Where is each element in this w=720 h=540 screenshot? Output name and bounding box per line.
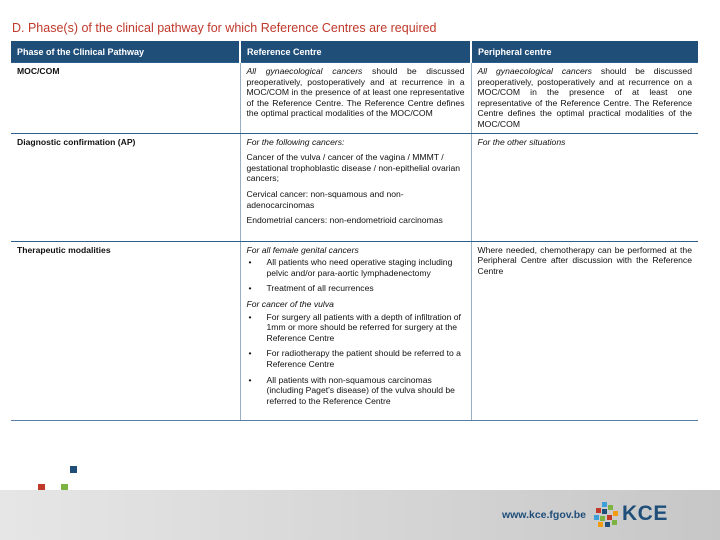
kce-mosaic-icon [594,502,620,528]
header-reference-centre: Reference Centre [240,41,471,63]
table-header-row [11,41,698,63]
moc-peripheral-text: All gynaecological cancers should be discussed preoperatively, postoperatively and at recurrence on a MOC/COM in the presence of at least one representative of the Reference Centre. The Reference Centre defines the optimal practical modalities of the MOC/COM [477,66,692,129]
therapeutic-intro-vulva: For cancer of the vulva [246,298,334,309]
kce-logo [594,502,704,528]
phase-therapeutic: Therapeutic modalities [11,241,240,421]
therapeutic-reference-cell [240,241,471,421]
phase-diagnostic: Diagnostic confirmation (AP) [11,133,240,241]
pathway-table [11,41,698,421]
moc-reference-text: All gynaecological cancers should be discussed preoperatively, postoperatively and at recurrence in a MOC/COM in the presence of at least one representative of the Reference Centre. The Reference Centre defines the optimal practical modalities of the MOC/COM [246,66,465,119]
table-row [11,63,698,134]
list-item: • All patients who need operative staging including pelvic and/or para-aortic lymphadenectomy [247,257,465,278]
website-link[interactable]: www.kce.fgov.be [501,509,586,521]
therapeutic-peripheral: Where needed, chemotherapy can be performed at the Peripheral Centre after discussion with the Reference Centre [471,241,698,421]
table-row [11,133,698,241]
list-item: • All patients with non-squamous carcinomas (including Paget's disease) of the vulva should be referred to the Reference Centre [247,375,465,407]
diagnostic-item: Endometrial cancers: non-endometrioid carcinomas [246,215,443,226]
diagnostic-reference-cell [240,133,471,241]
footer-bar [0,490,720,540]
diagnostic-item: Cancer of the vulva / cancer of the vagina / MMMT / gestational trophoblastic disease / non-epithelial ovarian cancers; [246,152,461,184]
kce-logo-text: KCE [622,502,668,525]
diagnostic-peripheral: For the other situations [471,133,698,241]
bullet-list-vulva [247,312,465,407]
header-peripheral-centre: Peripheral centre [471,41,698,63]
list-item: • For radiotherapy the patient should be referred to a Reference Centre [247,348,465,369]
table-row [11,241,698,421]
list-item: • For surgery all patients with a depth of infiltration of 1mm or more should be referred for surgery at the Reference Centre [247,312,465,344]
phase-moc: MOC/COM [11,63,240,134]
header-phase: Phase of the Clinical Pathway [11,41,240,63]
therapeutic-intro-female: For all female genital cancers [246,244,359,255]
moc-peripheral-cell [471,63,698,134]
diagnostic-item: Cervical cancer: non-squamous and non-adenocarcinomas [246,188,404,210]
diagnostic-intro: For the following cancers: [246,136,345,147]
moc-reference-cell [240,63,471,134]
bullet-list-female [247,257,465,294]
page-title: D. Phase(s) of the clinical pathway for which Reference Centres are required [12,21,437,35]
list-item: • Treatment of all recurrences [247,283,465,294]
decor-square-icon [70,466,77,473]
